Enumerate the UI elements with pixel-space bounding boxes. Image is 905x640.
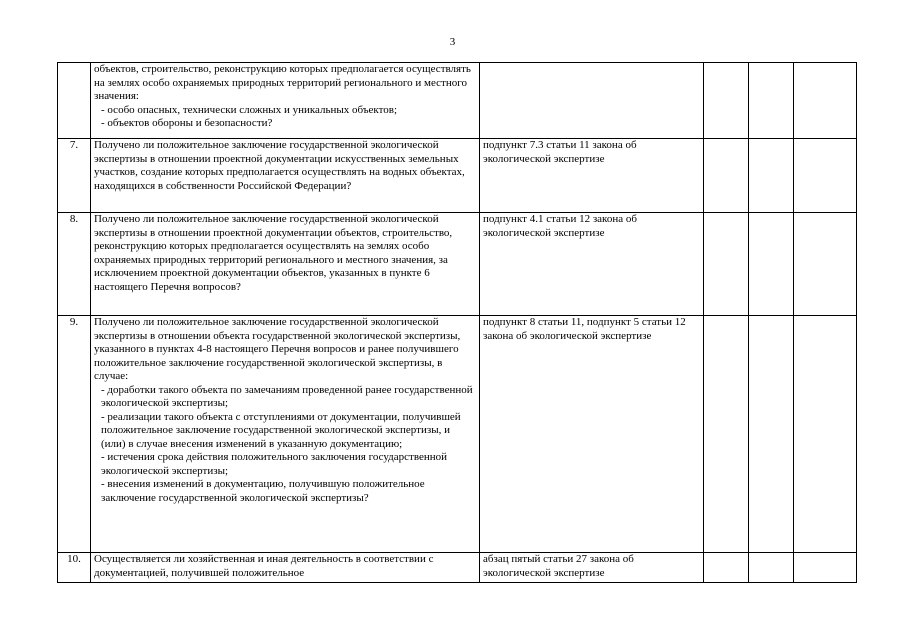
reference-cell: подпункт 7.3 статьи 11 закона об экологической экспертизе [480, 139, 704, 213]
answer-cell-yes [704, 139, 749, 213]
row-number: 9. [58, 316, 91, 553]
row-number: 10. [58, 553, 91, 583]
table-row [58, 63, 857, 139]
answer-cell-yes [704, 213, 749, 316]
answer-cell-yes [704, 553, 749, 583]
answer-cell-yes [704, 316, 749, 553]
answer-cell-no [749, 139, 794, 213]
list-item: - реализации такого объекта с отступлениями от документации, получившей положительное заключение государственной экологической экспертизы, и (или) в случае внесения изменений в указанную документацию; [101, 410, 461, 450]
reference-cell [480, 63, 704, 139]
reference-cell: подпункт 4.1 статьи 12 закона об экологической экспертизе [480, 213, 704, 316]
answer-cell-no [749, 553, 794, 583]
question-text: Получено ли положительное заключение государственной экологической экспертизы в отношении проектной документации объектов, строительство, реконструкцию которых предполагается осуществлять на землях особо охраняемых природных территорий регионального и местного значения, за исключением проектной документации объектов, указанных в пункте 6 настоящего Перечня вопросов? [94, 213, 453, 293]
answer-cell-no [749, 63, 794, 139]
table-row [58, 139, 857, 213]
list-item: - объектов обороны и безопасности? [101, 117, 273, 129]
table-row [58, 316, 857, 553]
question-text: Получено ли положительное заключение государственной экологической экспертизы в отношении объекта государственной экологической экспертизы, указанного в пунктах 4-8 настоящего Перечня вопросов и ранее получившего положительное заключение государственной экологической экспертизы, в случае: [94, 316, 461, 382]
list-item: - истечения срока действия положительного заключения государственной экологической экспертизы; [101, 451, 448, 477]
answer-cell-na [794, 213, 857, 316]
row-number [58, 63, 91, 139]
reference-cell: подпункт 8 статьи 11, подпункт 5 статьи 12 закона об экологической экспертизе [480, 316, 704, 553]
answer-cell-na [794, 316, 857, 553]
question-text: Осуществляется ли хозяйственная и иная деятельность в соответствии с документацией, получившей положительное [94, 553, 434, 579]
checklist-table [57, 62, 857, 583]
page-number: 3 [449, 36, 456, 48]
question-cell [91, 553, 480, 583]
table-row [58, 213, 857, 316]
question-cell [91, 63, 480, 139]
question-text: объектов, строительство, реконструкцию которых предполагается осуществлять на землях особо охраняемых природных территорий регионального и местного значения: [94, 63, 471, 102]
answer-cell-no [749, 316, 794, 553]
list-item: - особо опасных, технически сложных и уникальных объектов; [101, 103, 398, 116]
answer-cell-no [749, 213, 794, 316]
row-number: 7. [58, 139, 91, 213]
answer-cell-na [794, 139, 857, 213]
row-number: 8. [58, 213, 91, 316]
question-cell [91, 139, 480, 213]
answer-cell-na [794, 553, 857, 583]
list-item: - внесения изменений в документацию, получившую положительное заключение государственной экологической экспертизы? [101, 478, 425, 504]
question-cell [91, 316, 480, 553]
answer-cell-yes [704, 63, 749, 139]
answer-cell-na [794, 63, 857, 139]
table-row [58, 553, 857, 583]
question-text: Получено ли положительное заключение государственной экологической экспертизы в отношении проектной документации искусственных земельных участков, создание которых предполагается осуществлять на водных объектах, находящихся в собственности Российской Федерации? [94, 139, 465, 192]
reference-cell: абзац пятый статьи 27 закона об экологической экспертизе [480, 553, 704, 583]
question-cell [91, 213, 480, 316]
list-item: - доработки такого объекта по замечаниям проведенной ранее государственной экологической экспертизы; [101, 383, 473, 409]
